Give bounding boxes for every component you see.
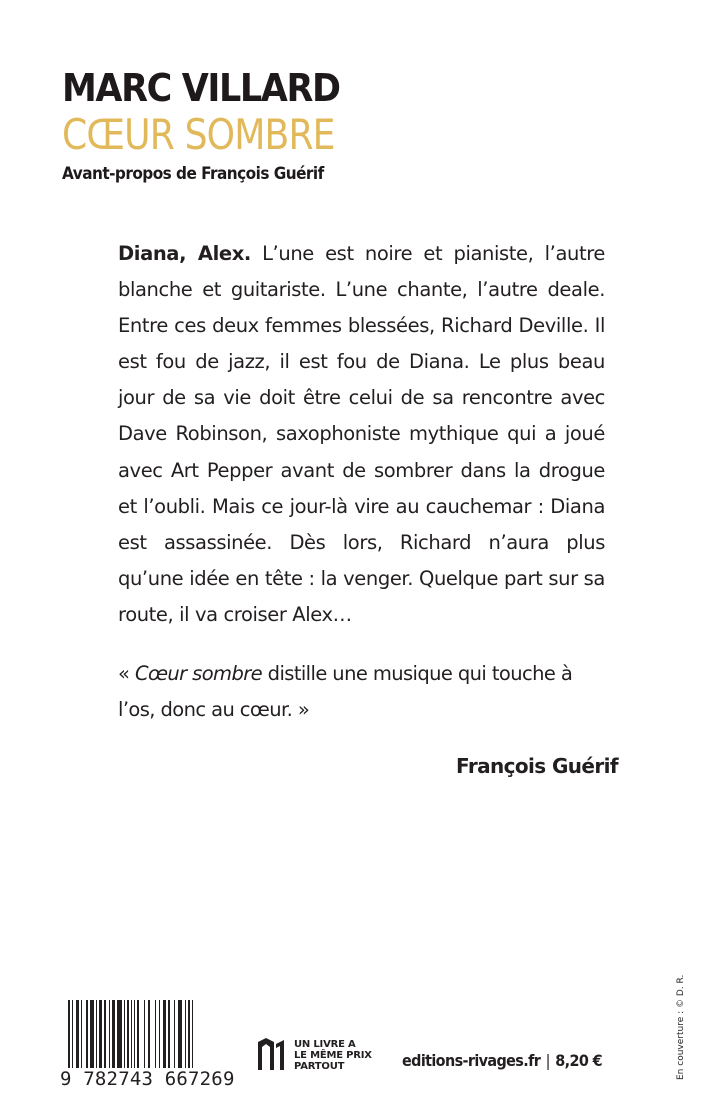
badge-text (294, 1039, 372, 1072)
cover-credit: En couverture : © D. R. (676, 974, 686, 1080)
isbn-number: 9 782743 667269 (60, 1068, 235, 1090)
quote-signature: François Guérif (456, 754, 618, 778)
isbn-barcode (60, 1000, 246, 1090)
blurb-paragraph (118, 236, 605, 633)
quote-text: distille une musique qui touche à l’os, donc au cœur. » (118, 662, 573, 721)
author-name: MARC VILLARD (62, 66, 340, 110)
review-quote (118, 656, 605, 728)
quote-open: « (118, 662, 135, 685)
foreword-credit: Avant-propos de François Guérif (62, 164, 324, 184)
publisher-website: editions-rivages.fr (402, 1051, 541, 1070)
blurb-body: L’une est noire et pianiste, l’autre blanche et guitariste. L’une chante, l’autre deale. Entre ces deux femmes blessées, Richard Deville. Il est fou de jazz, il est fou de Diana. Le plus beau jour de sa vie doit être celui de sa rencontre avec Dave Robinson, saxophoniste mythique qui a joué avec Art Pepper avant de sombrer dans la drogue et l’oubli. Mais ce jour-là vire au cauchemar : Diana est assassinée. Dès lors, Richard n’aura plus qu’une idée en tête : la venger. Quelque part sur sa route, il va croiser Alex… (118, 242, 605, 626)
livre-prix-unique-icon (256, 1038, 286, 1072)
badge-line: PARTOUT (294, 1060, 345, 1072)
barcode-bars (60, 1000, 246, 1078)
prix-unique-badge (256, 1038, 372, 1072)
publisher-footer (402, 1051, 602, 1070)
badge-line: LE MÊME PRIX (294, 1049, 372, 1061)
blurb-lead: Diana, Alex. (118, 242, 251, 265)
price: 8,20 € (555, 1051, 602, 1070)
quote-title: Cœur sombre (134, 662, 263, 685)
badge-line: UN LIVRE A (294, 1038, 356, 1050)
book-title: CŒUR SOMBRE (62, 110, 335, 159)
footer-separator: | (545, 1051, 550, 1070)
